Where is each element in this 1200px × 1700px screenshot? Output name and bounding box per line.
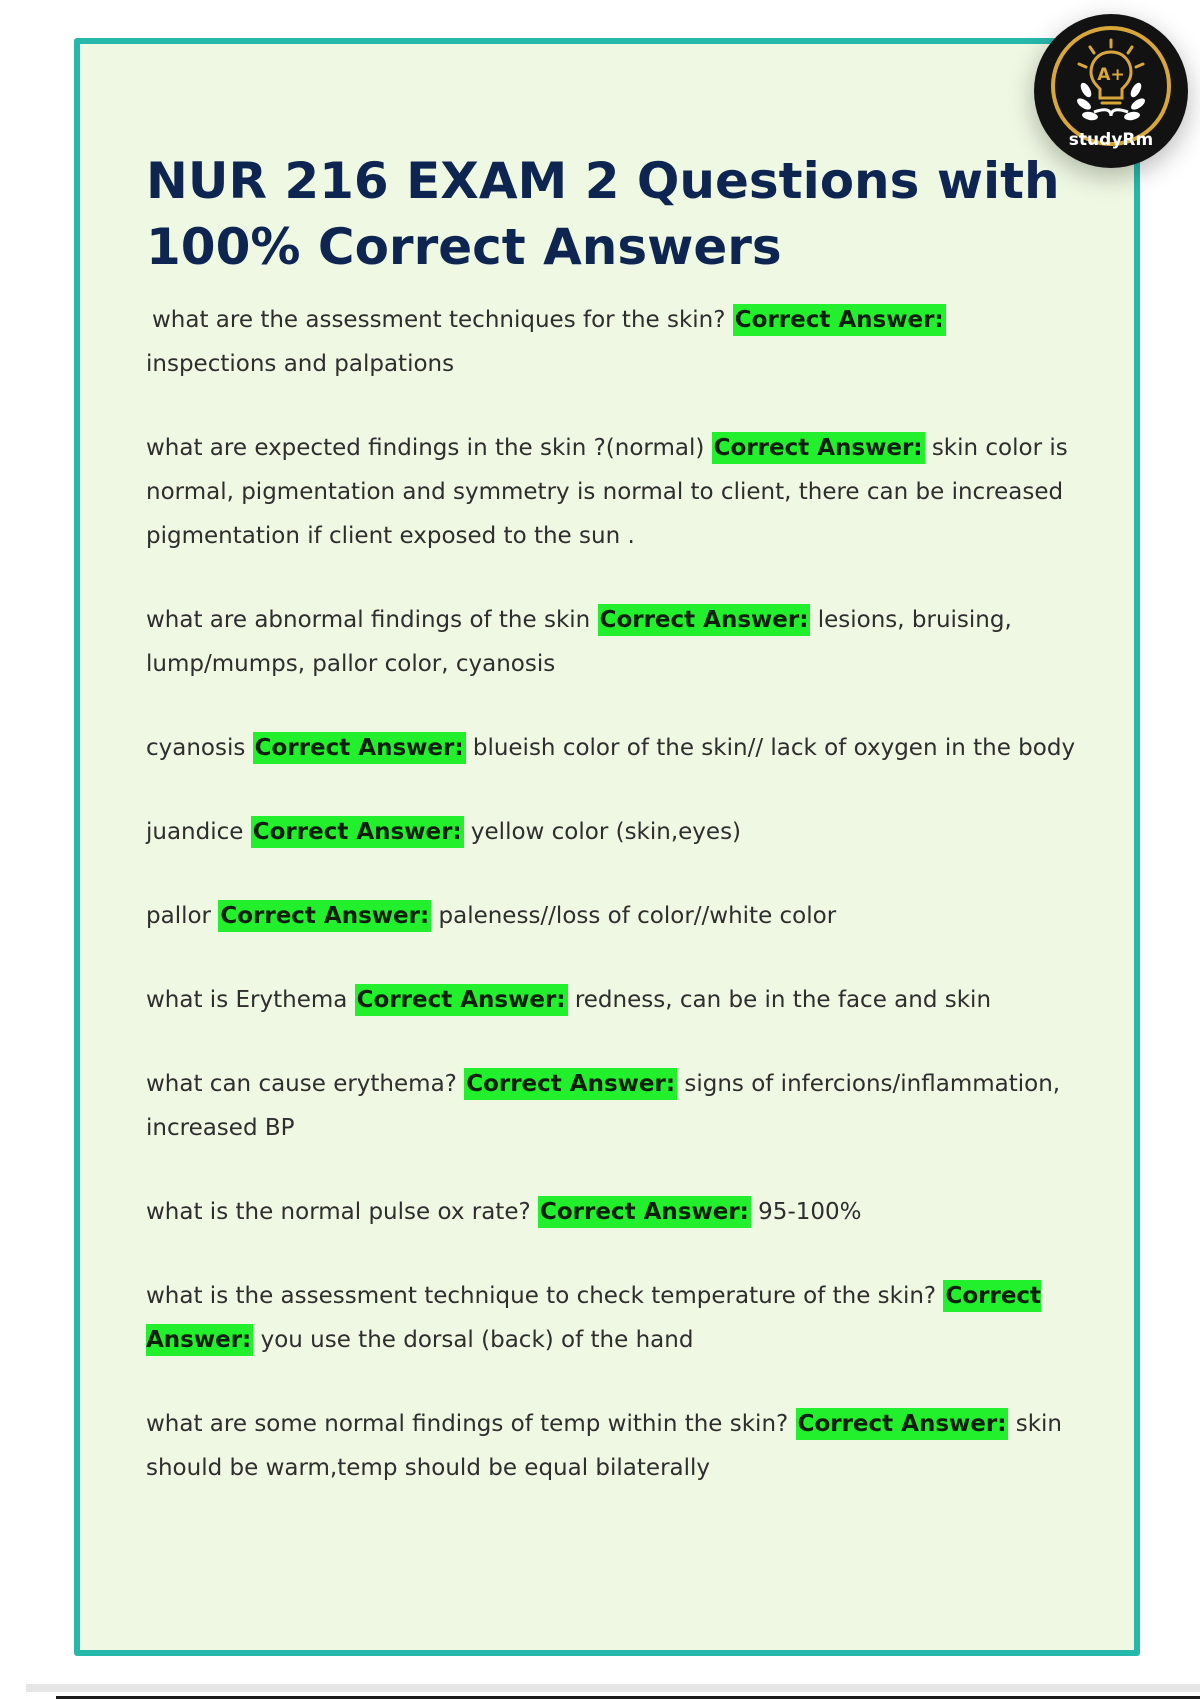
qa-item bbox=[146, 894, 1082, 938]
qa-item bbox=[146, 1274, 1082, 1362]
qa-list bbox=[146, 298, 1082, 1530]
question-text: what is Erythema bbox=[146, 987, 348, 1013]
answer-text: you use the dorsal (back) of the hand bbox=[260, 1327, 694, 1353]
qa-item bbox=[146, 1402, 1082, 1490]
question-text: what is the normal pulse ox rate? bbox=[146, 1199, 531, 1225]
answer-text: inspections and palpations bbox=[146, 351, 455, 377]
correct-answer-label: Correct Answer: bbox=[598, 604, 811, 636]
correct-answer-label: Correct Answer: bbox=[538, 1196, 751, 1228]
correct-answer-label: Correct Answer: bbox=[218, 900, 431, 932]
page-divider bbox=[56, 1696, 1200, 1699]
qa-item bbox=[146, 298, 1082, 386]
qa-item bbox=[146, 810, 1082, 854]
answer-text: yellow color (skin,eyes) bbox=[470, 819, 742, 845]
correct-answer-label: Correct Answer: bbox=[251, 816, 464, 848]
correct-answer-label: Correct Answer: bbox=[712, 432, 925, 464]
question-text: what are the assessment techniques for the skin? bbox=[152, 307, 726, 333]
qa-item bbox=[146, 726, 1082, 770]
lightbulb-laurel-icon bbox=[1034, 14, 1188, 168]
logo-brand-text: studyRm bbox=[1068, 130, 1154, 150]
correct-answer-label: Correct Answer: bbox=[796, 1408, 1009, 1440]
answer-text: signs of infercions/inflammation, increased BP bbox=[146, 1071, 1061, 1141]
page-bottom-shadow bbox=[26, 1684, 1200, 1692]
correct-answer-label: Correct Answer: bbox=[733, 304, 946, 336]
question-text: what are some normal findings of temp within the skin? bbox=[146, 1411, 789, 1437]
answer-text: 95-100% bbox=[758, 1199, 862, 1225]
question-text: what are expected findings in the skin ?(normal) bbox=[146, 435, 705, 461]
answer-text: blueish color of the skin// lack of oxygen in the body bbox=[472, 735, 1076, 761]
answer-text: skin color is normal, pigmentation and symmetry is normal to client, there can be increased pigmentation if client exposed to the sun . bbox=[146, 435, 1068, 549]
document-title: NUR 216 EXAM 2 Questions with 100% Correct Answers bbox=[146, 152, 1060, 276]
question-text: juandice bbox=[146, 819, 244, 845]
qa-item bbox=[146, 1190, 1082, 1234]
question-text: cyanosis bbox=[146, 735, 246, 761]
question-text: what can cause erythema? bbox=[146, 1071, 457, 1097]
answer-text: redness, can be in the face and skin bbox=[574, 987, 992, 1013]
correct-answer-label: Correct Answer: bbox=[146, 1280, 1041, 1356]
correct-answer-label: Correct Answer: bbox=[464, 1068, 677, 1100]
question-text: what is the assessment technique to check temperature of the skin? bbox=[146, 1283, 937, 1309]
qa-item bbox=[146, 1062, 1082, 1150]
studyrm-logo bbox=[1034, 14, 1188, 168]
qa-item bbox=[146, 978, 1082, 1022]
logo-badge-text: A+ bbox=[1097, 65, 1125, 85]
answer-text: skin should be warm,temp should be equal bilaterally bbox=[146, 1411, 1063, 1481]
question-text: pallor bbox=[146, 903, 212, 929]
correct-answer-label: Correct Answer: bbox=[253, 732, 466, 764]
correct-answer-label: Correct Answer: bbox=[355, 984, 568, 1016]
answer-text: paleness//loss of color//white color bbox=[438, 903, 837, 929]
qa-item bbox=[146, 426, 1082, 558]
qa-item bbox=[146, 598, 1082, 686]
answer-text: lesions, bruising, lump/mumps, pallor color, cyanosis bbox=[146, 607, 1012, 677]
question-text: what are abnormal findings of the skin bbox=[146, 607, 591, 633]
